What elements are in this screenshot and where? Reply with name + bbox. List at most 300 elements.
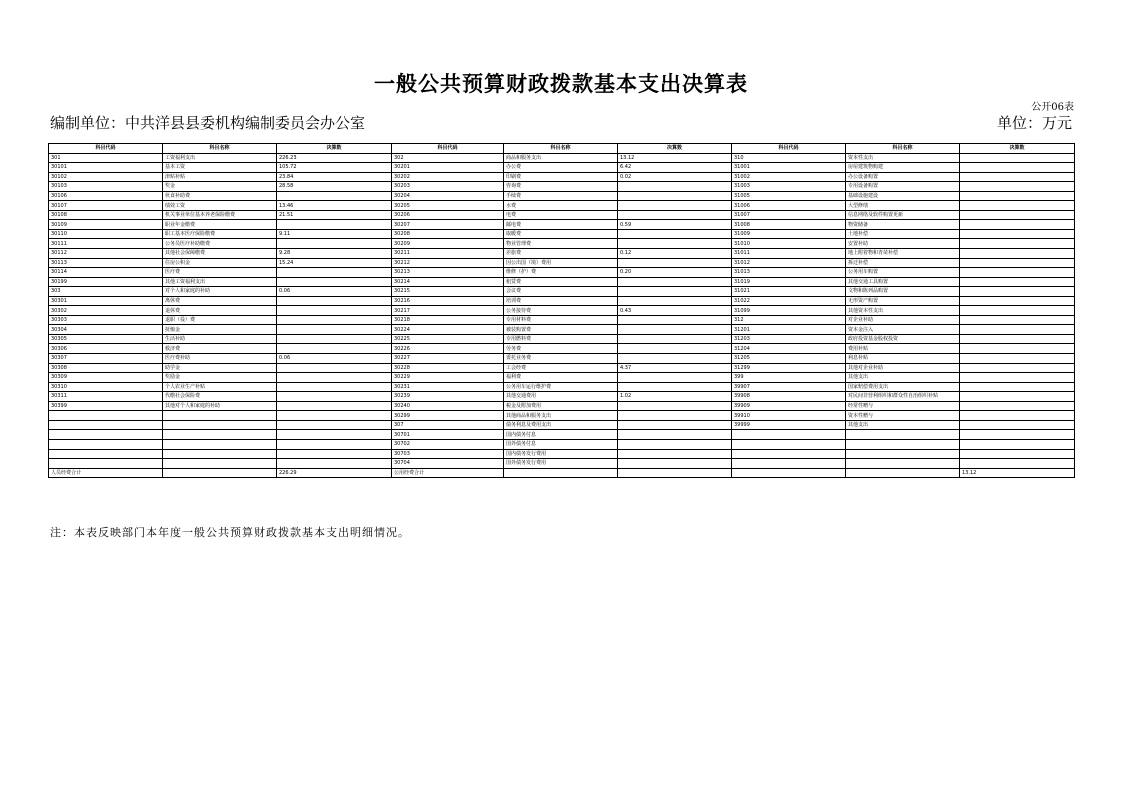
table-cell: 机关事业单位基本养老保险缴费 <box>163 210 277 220</box>
table-cell: 医疗费补助 <box>163 354 277 364</box>
table-cell: 31013 <box>732 268 846 278</box>
table-cell <box>277 363 392 373</box>
table-row <box>49 277 1075 287</box>
table-body <box>49 153 1075 478</box>
table-cell <box>277 439 392 449</box>
table-cell: 30310 <box>49 382 163 392</box>
table-cell: 其他交通工具购置 <box>846 277 960 287</box>
table-cell: 31203 <box>732 334 846 344</box>
column-header: 科目代码 <box>392 144 504 154</box>
table-cell: 31008 <box>732 220 846 230</box>
footnote: 注：本表反映部门本年度一般公共预算财政拨款基本支出明细情况。 <box>50 526 410 539</box>
table-cell: 0.06 <box>277 287 392 297</box>
table-cell: 其他交通费用 <box>504 392 618 402</box>
table-cell <box>618 373 732 383</box>
table-cell: 公务员医疗补助缴费 <box>163 239 277 249</box>
table-cell: 30307 <box>49 354 163 364</box>
table-cell: 30113 <box>49 258 163 268</box>
table-row <box>49 430 1075 440</box>
total-row <box>49 468 1075 478</box>
table-cell: 取暖费 <box>504 229 618 239</box>
table-cell <box>618 334 732 344</box>
table-cell: 30214 <box>392 277 504 287</box>
table-cell: 31010 <box>732 239 846 249</box>
table-cell: 伙食补助费 <box>163 191 277 201</box>
table-cell <box>960 163 1075 173</box>
table-cell: 税金及附加费用 <box>504 401 618 411</box>
table-cell: 职工基本医疗保险缴费 <box>163 229 277 239</box>
table-cell <box>277 459 392 469</box>
table-cell: 专用设备购置 <box>846 182 960 192</box>
table-cell <box>618 354 732 364</box>
table-cell <box>49 420 163 430</box>
table-cell: 30216 <box>392 296 504 306</box>
table-cell: 退职（役）费 <box>163 315 277 325</box>
table-cell <box>960 287 1075 297</box>
table-cell <box>49 411 163 421</box>
table-cell: 30306 <box>49 344 163 354</box>
table-cell: 30217 <box>392 306 504 316</box>
table-cell: 30102 <box>49 172 163 182</box>
table-cell <box>960 315 1075 325</box>
table-row <box>49 229 1075 239</box>
table-cell: 39908 <box>732 392 846 402</box>
table-cell: 医疗费 <box>163 268 277 278</box>
table-cell <box>163 420 277 430</box>
table-row <box>49 382 1075 392</box>
table-cell <box>618 229 732 239</box>
column-header: 科目代码 <box>732 144 846 154</box>
table-cell: 住房公积金 <box>163 258 277 268</box>
table-cell: 31021 <box>732 287 846 297</box>
table-cell <box>960 172 1075 182</box>
table-cell: 生活补助 <box>163 334 277 344</box>
table-cell: 救济费 <box>163 344 277 354</box>
table-cell <box>960 373 1075 383</box>
unit-label: 单位：万元 <box>996 114 1072 132</box>
table-row <box>49 306 1075 316</box>
column-header: 科目名称 <box>163 144 277 154</box>
table-row <box>49 411 1075 421</box>
table-cell: 31022 <box>732 296 846 306</box>
table-cell: 30215 <box>392 287 504 297</box>
table-cell: 国外债务付息 <box>504 439 618 449</box>
table-row <box>49 296 1075 306</box>
table-cell: 物资储备 <box>846 220 960 230</box>
table-cell <box>277 191 392 201</box>
table-cell <box>960 191 1075 201</box>
table-cell: 4.37 <box>618 363 732 373</box>
table-cell: 其他对个人和家庭的补助 <box>163 401 277 411</box>
table-cell: 31006 <box>732 201 846 211</box>
table-cell <box>960 239 1075 249</box>
table-cell: 9.28 <box>277 249 392 259</box>
page-title: 一般公共预算财政拨款基本支出决算表 <box>374 71 748 96</box>
table-cell: 28.58 <box>277 182 392 192</box>
table-cell: 公用经费合计 <box>392 468 504 478</box>
table-cell <box>277 334 392 344</box>
table-cell: 105.72 <box>277 163 392 173</box>
table-cell: 抚恤金 <box>163 325 277 335</box>
table-row <box>49 258 1075 268</box>
table-cell <box>846 459 960 469</box>
table-cell <box>960 249 1075 259</box>
table-cell: 30101 <box>49 163 163 173</box>
table-cell: 助学金 <box>163 363 277 373</box>
table-cell <box>277 315 392 325</box>
table-cell: 21.51 <box>277 210 392 220</box>
table-cell: 政府投资基金股权投资 <box>846 334 960 344</box>
table-cell: 0.20 <box>618 268 732 278</box>
table-cell: 31012 <box>732 258 846 268</box>
table-cell <box>960 392 1075 402</box>
table-cell: 公务接待费 <box>504 306 618 316</box>
table-cell: 奖励金 <box>163 373 277 383</box>
table-cell: 31002 <box>732 172 846 182</box>
table-cell: 房屋建筑物购建 <box>846 163 960 173</box>
table-cell <box>960 220 1075 230</box>
table-cell: 国外债务发行费用 <box>504 459 618 469</box>
table-cell: 培训费 <box>504 296 618 306</box>
table-cell <box>618 239 732 249</box>
table-cell: 30110 <box>49 229 163 239</box>
table-cell: 办公设备购置 <box>846 172 960 182</box>
table-cell: 30204 <box>392 191 504 201</box>
table-cell: 310 <box>732 153 846 163</box>
table-cell <box>277 344 392 354</box>
table-cell: 大型修缮 <box>846 201 960 211</box>
table-row <box>49 172 1075 182</box>
organization-label: 编制单位：中共洋县县委机构编制委员会办公室 <box>50 114 366 132</box>
form-number: 公开06表 <box>1031 102 1074 113</box>
table-cell: 302 <box>392 153 504 163</box>
table-row <box>49 401 1075 411</box>
table-cell: 费用补贴 <box>846 344 960 354</box>
table-cell: 福利费 <box>504 373 618 383</box>
table-cell <box>960 334 1075 344</box>
table-cell: 39907 <box>732 382 846 392</box>
table-cell <box>732 430 846 440</box>
table-cell <box>846 430 960 440</box>
table-cell <box>618 439 732 449</box>
table-cell: 委托业务费 <box>504 354 618 364</box>
table-cell: 其他支出 <box>846 420 960 430</box>
table-cell: 对个人和家庭的补助 <box>163 287 277 297</box>
table-cell: 30199 <box>49 277 163 287</box>
table-cell <box>277 420 392 430</box>
table-cell <box>618 411 732 421</box>
table-cell <box>960 306 1075 316</box>
table-cell: 基本工资 <box>163 163 277 173</box>
table-cell: 31009 <box>732 229 846 239</box>
table-row <box>49 153 1075 163</box>
table-cell <box>277 220 392 230</box>
table-cell: 因公出国（境）费用 <box>504 258 618 268</box>
table-cell: 个人农业生产补贴 <box>163 382 277 392</box>
table-cell: 30239 <box>392 392 504 402</box>
table-cell: 0.12 <box>618 249 732 259</box>
table-cell <box>277 430 392 440</box>
table-cell: 39999 <box>732 420 846 430</box>
table-cell: 利息补贴 <box>846 354 960 364</box>
table-cell: 30212 <box>392 258 504 268</box>
table-cell: 31003 <box>732 182 846 192</box>
table-cell: 职业年金缴费 <box>163 220 277 230</box>
table-cell: 维修（护）费 <box>504 268 618 278</box>
table-cell: 399 <box>732 373 846 383</box>
table-cell: 债务利息及费用支出 <box>504 420 618 430</box>
table-header-row <box>49 144 1075 154</box>
table-cell: 30109 <box>49 220 163 230</box>
table-cell <box>163 411 277 421</box>
table-cell <box>277 411 392 421</box>
table-cell: 30211 <box>392 249 504 259</box>
table-cell <box>49 459 163 469</box>
table-cell <box>960 201 1075 211</box>
table-cell: 303 <box>49 287 163 297</box>
table-cell: 13.12 <box>960 468 1075 478</box>
table-cell <box>960 401 1075 411</box>
table-cell: 307 <box>392 420 504 430</box>
table-cell: 6.42 <box>618 163 732 173</box>
table-cell <box>618 430 732 440</box>
table-row <box>49 249 1075 259</box>
table-cell <box>277 306 392 316</box>
table-cell: 基础设施建设 <box>846 191 960 201</box>
table-cell: 津贴补贴 <box>163 172 277 182</box>
table-cell: 人员经费合计 <box>49 468 163 478</box>
table-cell <box>618 191 732 201</box>
column-header: 决算数 <box>618 144 732 154</box>
table-cell: 奖金 <box>163 182 277 192</box>
table-cell: 租赁费 <box>504 277 618 287</box>
table-cell <box>49 430 163 440</box>
table-cell: 30213 <box>392 268 504 278</box>
table-cell <box>960 258 1075 268</box>
table-cell: 30205 <box>392 201 504 211</box>
table-row <box>49 220 1075 230</box>
table-cell: 30203 <box>392 182 504 192</box>
table-cell: 30111 <box>49 239 163 249</box>
table-cell: 30308 <box>49 363 163 373</box>
table-cell <box>960 459 1075 469</box>
table-cell <box>277 401 392 411</box>
table-cell: 离休费 <box>163 296 277 306</box>
table-cell: 31011 <box>732 249 846 259</box>
table-cell: 0.43 <box>618 306 732 316</box>
table-cell <box>618 277 732 287</box>
table-cell: 对民间非营利组织和群众性自治组织补贴 <box>846 392 960 402</box>
table-cell <box>732 439 846 449</box>
table-cell <box>618 296 732 306</box>
table-cell: 其他商品和服务支出 <box>504 411 618 421</box>
table-cell: 31099 <box>732 306 846 316</box>
table-cell <box>618 344 732 354</box>
table-cell <box>618 287 732 297</box>
table-cell: 15.24 <box>277 258 392 268</box>
table-cell <box>960 363 1075 373</box>
table-cell <box>960 420 1075 430</box>
table-cell: 30226 <box>392 344 504 354</box>
table-row <box>49 334 1075 344</box>
table-cell: 土地补偿 <box>846 229 960 239</box>
table-cell: 专用燃料费 <box>504 334 618 344</box>
table-cell: 30231 <box>392 382 504 392</box>
table-cell: 公务用车购置 <box>846 268 960 278</box>
table-cell <box>277 392 392 402</box>
table-cell: 咨询费 <box>504 182 618 192</box>
table-cell <box>960 153 1075 163</box>
table-cell <box>163 439 277 449</box>
table-cell: 30309 <box>49 373 163 383</box>
table-cell: 印刷费 <box>504 172 618 182</box>
table-row <box>49 449 1075 459</box>
table-cell: 手续费 <box>504 191 618 201</box>
table-cell <box>846 468 960 478</box>
table-cell: 邮电费 <box>504 220 618 230</box>
table-cell: 安置补助 <box>846 239 960 249</box>
table-cell: 国内债务付息 <box>504 430 618 440</box>
table-row <box>49 210 1075 220</box>
table-cell <box>277 239 392 249</box>
table-cell: 国内债务发行费用 <box>504 449 618 459</box>
table-cell <box>618 182 732 192</box>
table-row <box>49 373 1075 383</box>
table-cell <box>277 373 392 383</box>
table-cell <box>163 468 277 478</box>
table-cell: 30227 <box>392 354 504 364</box>
table-cell: 30218 <box>392 315 504 325</box>
table-cell <box>163 459 277 469</box>
table-cell: 0.06 <box>277 354 392 364</box>
table-cell: 13.12 <box>618 153 732 163</box>
table-cell <box>618 401 732 411</box>
table-cell <box>960 354 1075 364</box>
table-cell: 30303 <box>49 315 163 325</box>
table-cell <box>277 277 392 287</box>
table-cell <box>960 382 1075 392</box>
table-cell: 绩效工资 <box>163 201 277 211</box>
table-cell: 其他工资福利支出 <box>163 277 277 287</box>
table-cell <box>732 449 846 459</box>
table-cell <box>277 296 392 306</box>
table-cell <box>960 411 1075 421</box>
table-cell <box>960 229 1075 239</box>
table-cell <box>846 449 960 459</box>
table-row <box>49 182 1075 192</box>
table-cell: 30108 <box>49 210 163 220</box>
table-cell <box>618 325 732 335</box>
table-cell <box>618 201 732 211</box>
table-cell: 对企业补助 <box>846 315 960 325</box>
table-cell: 退休费 <box>163 306 277 316</box>
table-cell: 物业管理费 <box>504 239 618 249</box>
table-cell: 水费 <box>504 201 618 211</box>
table-row <box>49 268 1075 278</box>
table-cell: 31204 <box>732 344 846 354</box>
column-header: 决算数 <box>960 144 1075 154</box>
table-cell <box>960 268 1075 278</box>
table-cell: 拆迁补偿 <box>846 258 960 268</box>
table-cell <box>960 210 1075 220</box>
table-cell <box>618 459 732 469</box>
table-cell: 其他支出 <box>846 373 960 383</box>
table-cell: 30704 <box>392 459 504 469</box>
table-cell: 39910 <box>732 411 846 421</box>
table-cell: 资本性赠与 <box>846 411 960 421</box>
table-row <box>49 239 1075 249</box>
table-cell: 经常性赠与 <box>846 401 960 411</box>
table-cell: 13.46 <box>277 201 392 211</box>
table-cell: 被装购置费 <box>504 325 618 335</box>
table-cell: 其他资本性支出 <box>846 306 960 316</box>
table-cell: 31299 <box>732 363 846 373</box>
table-row <box>49 191 1075 201</box>
table-cell: 工会经费 <box>504 363 618 373</box>
table-row <box>49 420 1075 430</box>
table-cell: 0.59 <box>618 220 732 230</box>
table-cell: 办公费 <box>504 163 618 173</box>
table-cell: 39909 <box>732 401 846 411</box>
table-cell <box>49 449 163 459</box>
table-row <box>49 354 1075 364</box>
table-cell <box>618 420 732 430</box>
table-cell <box>618 382 732 392</box>
table-cell: 文物和陈列品购置 <box>846 287 960 297</box>
table-cell: 226.29 <box>277 468 392 478</box>
table-row <box>49 325 1075 335</box>
table-row <box>49 439 1075 449</box>
table-cell <box>960 325 1075 335</box>
table-cell: 会议费 <box>504 287 618 297</box>
table-cell <box>960 430 1075 440</box>
column-header: 科目代码 <box>49 144 163 154</box>
table-cell: 31019 <box>732 277 846 287</box>
column-header: 科目名称 <box>504 144 618 154</box>
table-cell <box>846 439 960 449</box>
table-row <box>49 315 1075 325</box>
table-cell: 30702 <box>392 439 504 449</box>
table-cell: 31201 <box>732 325 846 335</box>
table-cell: 30209 <box>392 239 504 249</box>
table-cell: 30228 <box>392 363 504 373</box>
table-row <box>49 163 1075 173</box>
table-cell <box>960 182 1075 192</box>
table-cell: 公务用车运行维护费 <box>504 382 618 392</box>
table-cell: 226.23 <box>277 153 392 163</box>
table-cell: 30225 <box>392 334 504 344</box>
table-cell <box>277 325 392 335</box>
table-cell: 31205 <box>732 354 846 364</box>
table-cell <box>618 315 732 325</box>
table-cell <box>960 439 1075 449</box>
table-cell: 30224 <box>392 325 504 335</box>
table-cell: 0.02 <box>618 172 732 182</box>
table-cell: 30207 <box>392 220 504 230</box>
table-cell: 30302 <box>49 306 163 316</box>
table-cell: 30201 <box>392 163 504 173</box>
table-cell: 30701 <box>392 430 504 440</box>
table-cell: 30206 <box>392 210 504 220</box>
table-cell: 资本性支出 <box>846 153 960 163</box>
table-row <box>49 201 1075 211</box>
table-row <box>49 287 1075 297</box>
table-cell <box>163 449 277 459</box>
expenditure-table <box>48 143 1075 478</box>
table-cell: 国家赔偿费用支出 <box>846 382 960 392</box>
table-cell: 30112 <box>49 249 163 259</box>
table-cell <box>49 439 163 449</box>
